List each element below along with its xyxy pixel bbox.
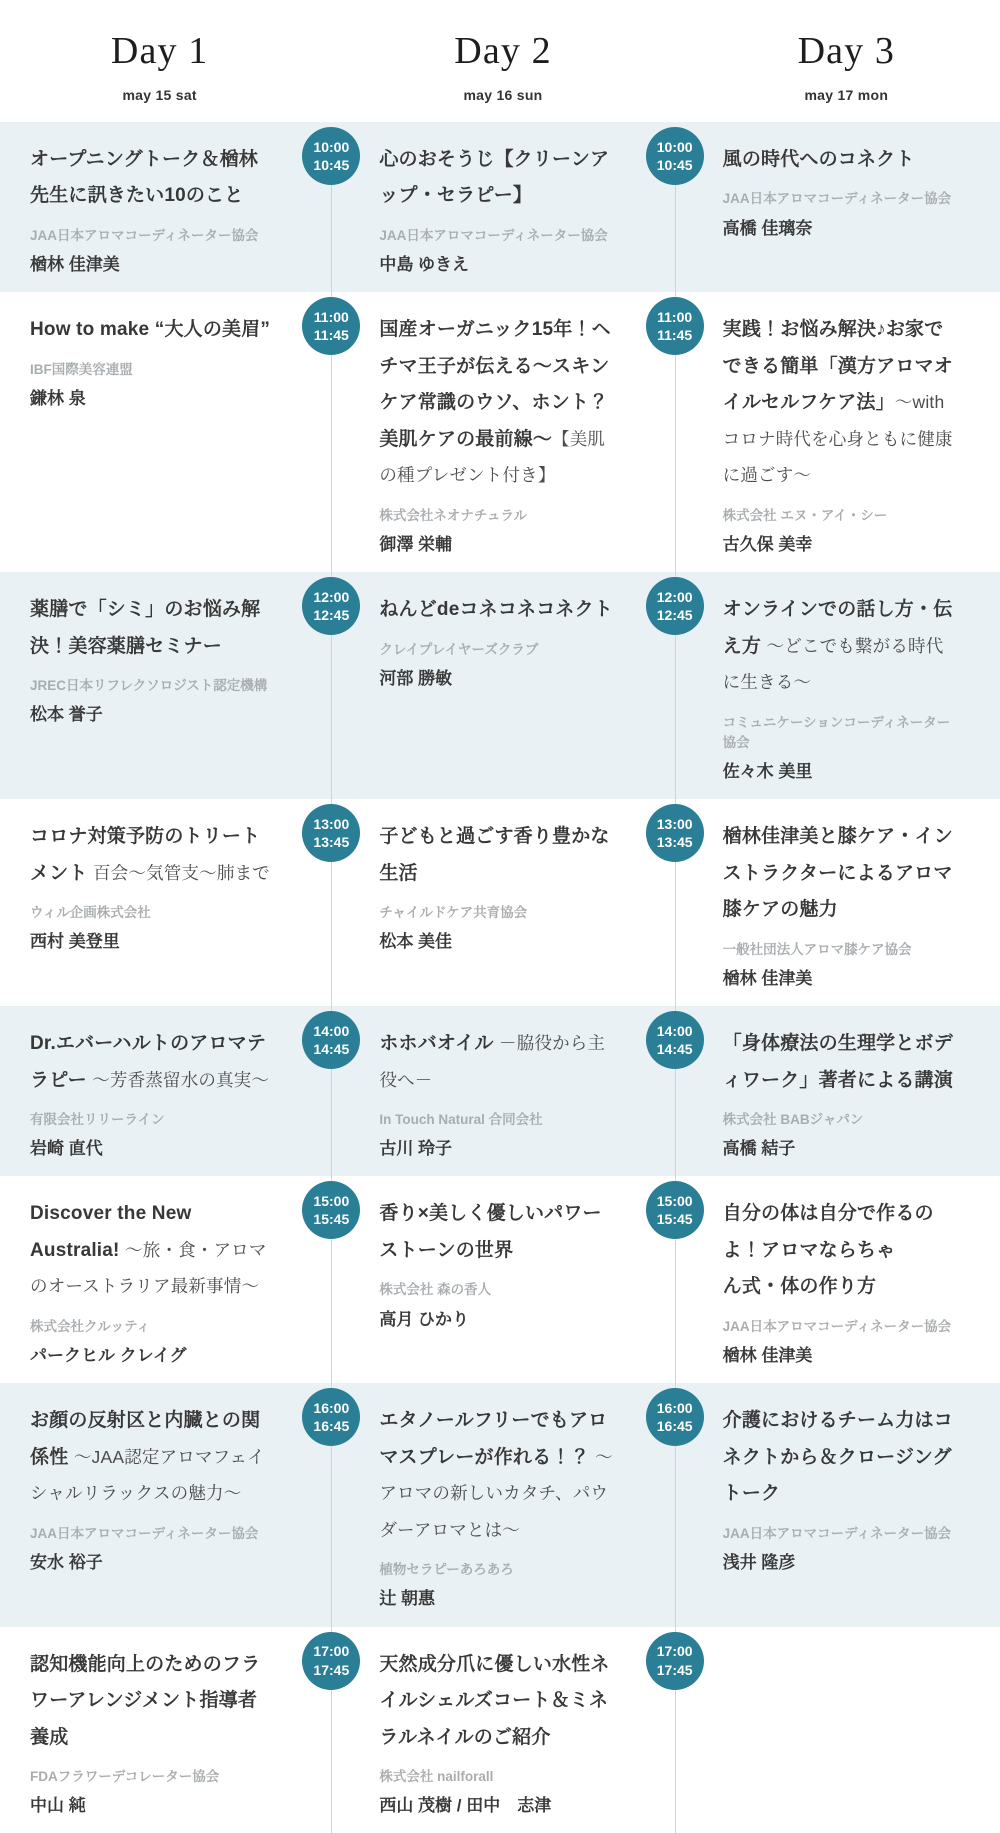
time-column — [633, 572, 717, 799]
day2-slot — [373, 572, 632, 799]
time-column — [289, 292, 373, 572]
time-badge — [646, 577, 704, 635]
session-speaker: 古久保 美幸 — [722, 534, 813, 554]
session-title: ねんどdeコネコネコネクト — [379, 599, 613, 621]
day1-date: may 15 sat — [122, 86, 197, 103]
session-card[interactable] — [723, 1403, 960, 1576]
day3-label: Day 3 — [797, 30, 896, 72]
day3-slot — [717, 1006, 976, 1176]
time-column — [289, 1627, 373, 1833]
session-title: 薬膳で「シミ」のお悩み解決！美容薬膳セミナー — [30, 599, 261, 657]
time-end: 16:45 — [313, 1418, 350, 1435]
session-card[interactable] — [379, 1647, 616, 1820]
day1-slot — [30, 1627, 289, 1833]
day1-slot — [30, 292, 289, 572]
time-column — [289, 572, 373, 799]
day3-slot — [717, 122, 976, 292]
session-card[interactable] — [30, 1647, 273, 1820]
session-title: 国産オーガニック15年！ヘチマ王子が伝える～スキンケア常識のウソ、ホント？美肌ケアの最前線～【美肌の種プレゼント付き】 — [379, 319, 611, 486]
time-end: 11:45 — [313, 327, 349, 344]
time-end: 15:45 — [656, 1211, 693, 1228]
session-card[interactable] — [379, 819, 616, 955]
time-badge — [302, 577, 360, 635]
schedule-row — [0, 122, 1000, 292]
session-speaker: 御澤 栄輔 — [379, 534, 453, 554]
time-column — [633, 799, 717, 1006]
session-speaker: 松本 美佳 — [379, 932, 453, 952]
session-speaker: 高橋 結子 — [722, 1139, 796, 1159]
day1-slot — [30, 122, 289, 292]
time-column — [633, 292, 717, 572]
time-badge — [646, 297, 704, 355]
session-card[interactable] — [379, 312, 616, 558]
schedule-row — [0, 1383, 1000, 1626]
day3-date: may 17 mon — [804, 86, 889, 103]
time-start: 14:00 — [656, 1022, 693, 1039]
session-speaker: 高橋 佳璃奈 — [722, 218, 813, 238]
session-title: オープニングトーク＆楢林先生に訊きたい10のこと — [30, 149, 259, 207]
session-org: In Touch Natural 合同会社 — [379, 1112, 543, 1128]
session-speaker: 辻 朝惠 — [379, 1589, 436, 1609]
time-badge — [302, 1181, 360, 1239]
day3-slot — [717, 1627, 976, 1833]
day2-label: Day 2 — [454, 30, 552, 72]
session-card[interactable] — [723, 592, 960, 785]
session-org: JAA日本アロマコーディネーター協会 — [30, 1525, 259, 1541]
session-title: エタノールフリーでもアロマスプレーが作れる！？ ～アロマの新しいカタチ、パウダーアロマとは～ — [379, 1410, 613, 1540]
session-card[interactable] — [723, 1026, 960, 1162]
session-card[interactable] — [723, 1196, 960, 1369]
schedule-row — [0, 1006, 1000, 1176]
session-title: 香り×美しく優しいパワーストーンの世界 — [379, 1203, 602, 1261]
time-badge — [646, 1388, 704, 1446]
time-end: 10:45 — [656, 157, 693, 173]
time-start: 11:00 — [657, 308, 693, 325]
day-header-3 — [717, 30, 976, 122]
session-org: IBF国際美容連盟 — [30, 361, 133, 377]
time-badge — [302, 1632, 360, 1690]
time-badge — [302, 804, 360, 862]
day3-slot — [717, 1383, 976, 1626]
day1-slot — [30, 799, 289, 1006]
schedule-row — [0, 572, 1000, 799]
time-end: 13:45 — [656, 834, 693, 851]
day1-slot — [30, 572, 289, 799]
session-speaker: 楢林 佳津美 — [30, 255, 120, 275]
session-org: 有限会社リリーライン — [30, 1112, 165, 1128]
time-end: 12:45 — [313, 607, 350, 624]
time-badge — [302, 1011, 360, 1069]
session-card[interactable] — [30, 1196, 273, 1369]
session-org: JAA日本アロマコーディネーター協会 — [722, 1318, 952, 1334]
session-org: 株式会社 BABジャパン — [722, 1112, 864, 1128]
time-end: 17:45 — [313, 1661, 350, 1678]
session-title: 楢林佳津美と膝ケア・インストラクターによるアロマ膝ケアの魅力 — [722, 826, 953, 921]
session-org: コミュニケーションコーディネーター協会 — [722, 714, 951, 750]
session-card[interactable] — [379, 1196, 616, 1332]
time-start: 11:00 — [313, 308, 349, 325]
day3-slot — [717, 292, 976, 572]
session-org: JAA日本アロマコーディネーター協会 — [379, 227, 608, 243]
session-org: チャイルドケア共育協会 — [379, 905, 528, 921]
session-card[interactable] — [30, 1026, 273, 1162]
session-org: 株式会社 nailforall — [379, 1769, 494, 1785]
time-start: 14:00 — [313, 1022, 350, 1039]
session-org: 株式会社 エヌ・アイ・シー — [722, 507, 888, 523]
session-speaker: 西村 美登里 — [30, 932, 120, 952]
session-org: 一般社団法人アロマ膝ケア協会 — [722, 941, 912, 957]
session-speaker: 安水 裕子 — [30, 1552, 103, 1572]
session-title: コロナ対策予防のトリートメント 百会～気管支～肺まで — [30, 826, 270, 884]
session-speaker: 浅井 隆彦 — [722, 1552, 796, 1572]
time-start: 10:00 — [313, 138, 350, 155]
day1-slot — [30, 1176, 289, 1383]
schedule-header — [0, 0, 1000, 122]
session-title: 認知機能向上のためのフラワーアレンジメント指導者養成 — [30, 1653, 261, 1748]
day1-slot — [30, 1006, 289, 1176]
session-org: 株式会社クルッティ — [30, 1318, 151, 1334]
time-start: 15:00 — [656, 1193, 693, 1209]
session-org: JAA日本アロマコーディネーター協会 — [722, 191, 952, 207]
session-title: ホホバオイル －脇役から主役へ－ — [379, 1033, 606, 1090]
time-end: 15:45 — [313, 1211, 350, 1228]
time-column — [289, 1176, 373, 1383]
time-badge — [646, 1011, 704, 1069]
day2-slot — [373, 1383, 632, 1626]
session-speaker: パークヒル クレイグ — [30, 1346, 187, 1366]
session-org: ウィル企画株式会社 — [30, 905, 151, 921]
time-end: 11:45 — [657, 327, 693, 344]
session-title: 介護におけるチーム力はコネクトから＆クロージングトーク — [722, 1410, 953, 1505]
time-column — [289, 1006, 373, 1176]
session-title: 「身体療法の生理学とボディワーク」著者による講演 — [722, 1033, 953, 1091]
day3-slot — [717, 799, 976, 1006]
session-speaker: 佐々木 美里 — [722, 762, 813, 782]
time-end: 13:45 — [313, 834, 350, 851]
session-org: JAA日本アロマコーディネーター協会 — [30, 227, 259, 243]
time-end: 16:45 — [656, 1418, 693, 1435]
time-badge — [646, 127, 704, 185]
session-org: JREC日本リフレクソロジスト認定機構 — [30, 678, 268, 694]
session-org: JAA日本アロマコーディネーター協会 — [722, 1525, 952, 1541]
session-speaker: 岩崎 直代 — [30, 1139, 103, 1159]
time-end: 14:45 — [656, 1041, 693, 1058]
session-title: Discover the New Australia! ～旅・食・アロマのオーストラリア最新事情～ — [30, 1203, 267, 1297]
session-title: 自分の体は自分で作るのよ！アロマならちゃ ん式・体の作り方 — [722, 1203, 934, 1298]
time-start: 16:00 — [656, 1399, 693, 1416]
session-speaker: 河部 勝敏 — [379, 668, 453, 688]
session-speaker: 鎌林 泉 — [30, 389, 86, 409]
session-card[interactable] — [30, 592, 273, 728]
time-column — [633, 1006, 717, 1176]
time-start: 16:00 — [313, 1399, 350, 1416]
time-badge — [646, 804, 704, 862]
session-speaker: 中島 ゆきえ — [379, 255, 470, 275]
session-org: クレイプレイヤーズクラブ — [379, 641, 539, 657]
day2-slot — [373, 122, 632, 292]
session-title: 心のおそうじ【クリーンアップ・セラピー】 — [379, 149, 610, 207]
session-title: 実践！お悩み解決♪お家でできる簡単「漢方アロマオイルセルフケア法」～withコロナ時代を心身ともに健康に過ごす～ — [722, 319, 953, 486]
day2-slot — [373, 1627, 632, 1833]
day-header-2 — [373, 30, 632, 122]
session-speaker: 松本 誉子 — [30, 705, 103, 725]
day2-slot — [373, 1176, 632, 1383]
day2-slot — [373, 292, 632, 572]
session-speaker: 楢林 佳津美 — [722, 968, 813, 988]
time-start: 12:00 — [313, 588, 350, 605]
session-card[interactable] — [379, 1403, 616, 1612]
session-title: オンラインでの話し方・伝え方 ～どこでも繋がる時代に生きる～ — [722, 599, 953, 693]
day1-label: Day 1 — [110, 30, 209, 72]
session-card[interactable] — [30, 1403, 273, 1576]
time-end: 10:45 — [313, 157, 350, 173]
session-card[interactable] — [30, 819, 273, 955]
day3-slot — [717, 572, 976, 799]
day2-date: may 16 sun — [463, 86, 543, 103]
time-badge — [302, 1388, 360, 1446]
day2-slot — [373, 799, 632, 1006]
time-end: 17:45 — [656, 1661, 693, 1678]
schedule-row — [0, 292, 1000, 572]
session-card[interactable] — [30, 312, 273, 412]
time-start: 13:00 — [313, 815, 350, 832]
session-title: 子どもと過ごす香り豊かな生活 — [379, 826, 610, 884]
session-speaker: 楢林 佳津美 — [722, 1346, 813, 1366]
session-title: Dr.エバーハルトのアロマテラピー ～芳香蒸留水の真実～ — [30, 1033, 270, 1091]
time-column — [289, 799, 373, 1006]
time-column — [633, 1383, 717, 1626]
time-column — [633, 122, 717, 292]
time-start: 17:00 — [313, 1643, 350, 1660]
day-header-1 — [30, 30, 289, 122]
session-org: FDAフラワーデコレーター協会 — [30, 1769, 220, 1785]
time-column — [633, 1176, 717, 1383]
schedule-row — [0, 799, 1000, 1006]
time-start: 15:00 — [313, 1193, 350, 1209]
time-badge — [302, 127, 360, 185]
session-org: 株式会社 森の香人 — [379, 1282, 492, 1298]
time-start: 13:00 — [656, 815, 693, 832]
time-badge — [646, 1181, 704, 1239]
session-org: 植物セラピーあろあろ — [379, 1562, 514, 1578]
session-title: お顔の反射区と内臓との関係性 ～JAA認定アロマフェイシャルリラックスの魅力～ — [30, 1410, 265, 1504]
time-end: 14:45 — [313, 1041, 350, 1058]
session-card[interactable] — [723, 819, 960, 992]
time-badge — [302, 297, 360, 355]
session-speaker: 西山 茂樹 / 田中 志津 — [379, 1796, 552, 1816]
session-title: How to make “大人の美眉” — [30, 319, 271, 341]
time-start: 12:00 — [656, 588, 693, 605]
session-card[interactable] — [723, 142, 960, 242]
day2-slot — [373, 1006, 632, 1176]
time-start: 10:00 — [656, 138, 693, 155]
time-column — [289, 122, 373, 292]
session-card[interactable] — [379, 1026, 616, 1162]
schedule-row — [0, 1627, 1000, 1833]
time-badge — [646, 1632, 704, 1690]
session-card[interactable] — [379, 142, 616, 278]
time-column — [633, 1627, 717, 1833]
time-column — [289, 1383, 373, 1626]
day3-slot — [717, 1176, 976, 1383]
session-speaker: 中山 純 — [30, 1796, 86, 1816]
schedule-row — [0, 1176, 1000, 1383]
session-card[interactable] — [30, 142, 273, 278]
session-speaker: 古川 玲子 — [379, 1139, 453, 1159]
session-card[interactable] — [379, 592, 616, 692]
session-title: 風の時代へのコネクト — [722, 149, 915, 170]
time-end: 12:45 — [656, 607, 693, 624]
day1-slot — [30, 1383, 289, 1626]
schedule-rows — [0, 122, 1000, 1833]
session-card[interactable] — [723, 312, 960, 558]
session-title: 天然成分爪に優しい水性ネイルシェルズコート＆ミネラルネイルのご紹介 — [379, 1653, 610, 1748]
time-start: 17:00 — [656, 1643, 693, 1660]
session-org: 株式会社ネオナチュラル — [379, 507, 528, 523]
session-speaker: 高月 ひかり — [379, 1309, 470, 1329]
